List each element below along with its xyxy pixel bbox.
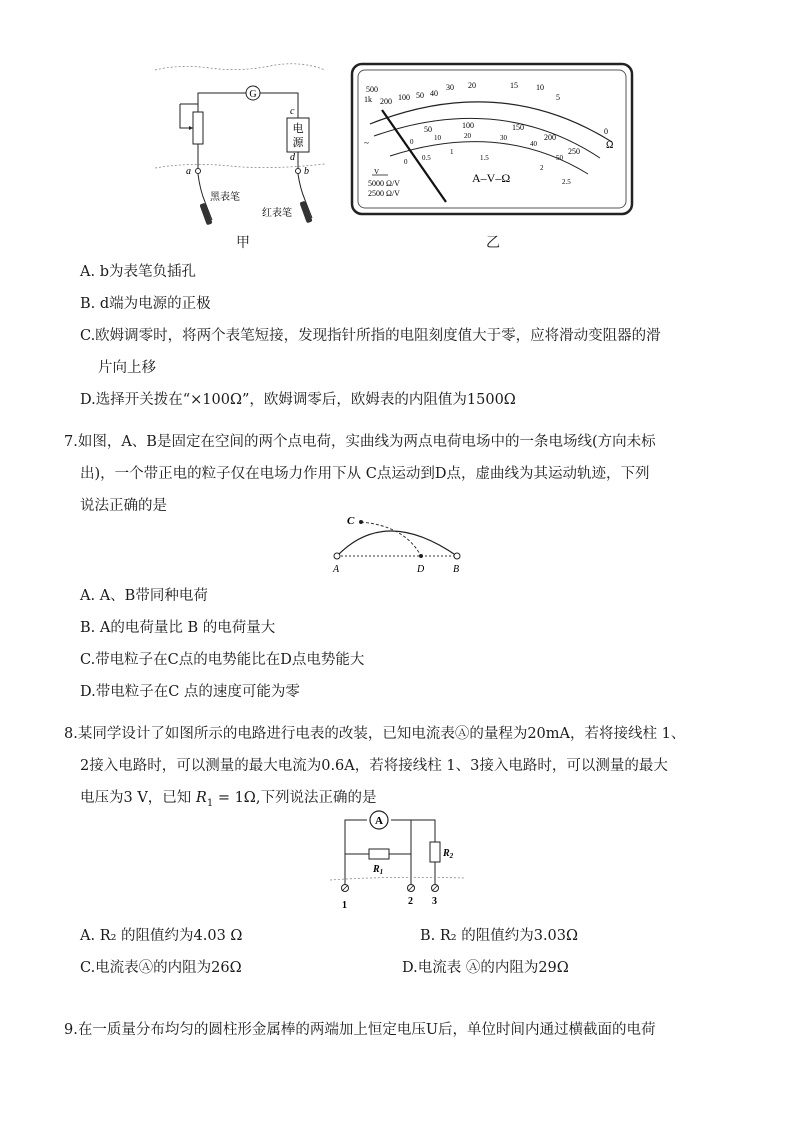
resistor-r2	[430, 842, 440, 862]
q6-option-d: D.选择开关拨在“×100Ω”，欧姆调零后，欧姆表的内阻值为1500Ω	[80, 392, 516, 408]
q8-r1-var: R	[195, 790, 207, 806]
q7-option-d: D.带电粒子在C 点的速度可能为零	[80, 684, 300, 700]
q7-stem-line3: 说法正确的是	[80, 498, 167, 514]
ac-tick: 1.5	[480, 154, 489, 162]
terminal-2: 2	[408, 896, 413, 907]
dc-tick: 150	[512, 123, 524, 132]
ohm-tick: 0	[604, 127, 608, 136]
figure-q8-circuit	[325, 806, 475, 916]
label-c: c	[290, 106, 295, 117]
q8-option-d: D.电流表 Ⓐ的内阻为29Ω	[402, 960, 569, 976]
low-tick: 20	[464, 132, 471, 140]
q8-stem-line2: 2接入电路时，可以测量的最大电流为0.6A，若将接线柱 1、3接入电路时，可以测量的最大	[80, 758, 668, 774]
ohm-tick: 200	[380, 97, 392, 106]
figure-jia-caption: 甲	[236, 235, 250, 251]
figure-yi-caption: 乙	[486, 235, 500, 251]
v-mark: V	[374, 168, 380, 176]
low-tick: 30	[500, 134, 507, 142]
red-probe	[299, 201, 312, 224]
q8-option-c: C.电流表Ⓐ的内阻为26Ω	[80, 960, 242, 976]
black-probe-label: 黑表笔	[210, 192, 240, 203]
q7-option-a: A. A、B带同种电荷	[80, 588, 208, 604]
q7-stem-line2: 出)，一个带正电的粒子仅在电场力作用下从 C点运动到D点，虚曲线为其运动轨迹，下列	[80, 466, 650, 482]
q8-stem-line1: 8.某同学设计了如图所示的电路进行电表的改装，已知电流表Ⓐ的量程为20mA，若将接线柱 1、	[64, 726, 686, 742]
label-a: a	[186, 166, 191, 177]
q6-option-b: B. d端为电源的正极	[80, 296, 211, 312]
point-a: A	[333, 564, 340, 575]
ohm-tick: 5	[556, 93, 560, 102]
figure-q7	[325, 510, 475, 578]
dc-tick: 250	[568, 147, 580, 156]
terminal-1: 1	[342, 900, 347, 911]
galvanometer-label: G	[249, 89, 257, 100]
q8-option-a: A. R₂ 的阻值约为4.03 Ω	[80, 928, 243, 944]
red-probe-label: 红表笔	[262, 208, 292, 219]
ohm-tick: 30	[446, 83, 454, 92]
dc-tick: 100	[462, 121, 474, 130]
point-c: C	[347, 515, 355, 527]
figure-jia	[150, 60, 330, 235]
ac-tick: 0	[404, 158, 408, 166]
ohm-unit: Ω	[606, 140, 614, 151]
battery-char-1: 电	[292, 123, 304, 135]
r1-label: $R_1$	[373, 864, 384, 876]
ohm-tick: 15	[510, 81, 518, 90]
dc-tick: 50	[424, 125, 432, 134]
ammeter-label: A	[375, 815, 383, 827]
q8-option-b: B. R₂ 的阻值约为3.03Ω	[420, 928, 579, 944]
ohm-tick: 20	[468, 81, 476, 90]
trajectory	[361, 522, 421, 556]
rheostat	[193, 112, 203, 144]
point-d: D	[417, 564, 425, 575]
q6-option-c-line2: 片向上移	[98, 360, 156, 376]
sensitivity-2: 2500 Ω/V	[368, 189, 400, 198]
q8-stem-line3-pre: 电压为3 V，已知	[80, 790, 196, 806]
q6-option-a: A. b为表笔负插孔	[80, 264, 196, 280]
tilde-mark: ~	[364, 138, 369, 148]
ohm-tick: 40	[430, 89, 438, 98]
ohm-tick: 500	[366, 85, 378, 94]
q6-option-c-line1: C.欧姆调零时，将两个表笔短接，发现指针所指的电阻刻度值大于零，应将滑动变阻器的滑	[80, 328, 661, 344]
ac-tick: 0.5	[422, 154, 431, 162]
r2-label: $R_2$	[443, 848, 454, 860]
ac-tick: 1	[450, 148, 454, 156]
battery-char-2: 源	[292, 137, 304, 149]
dc-tick: 200	[544, 133, 556, 142]
field-line	[337, 531, 457, 556]
black-probe	[199, 203, 212, 226]
ohm-tick: 100	[398, 93, 410, 102]
low-tick: 0	[410, 138, 414, 146]
low-tick: 10	[434, 134, 441, 142]
ac-tick: 2.5	[562, 178, 571, 186]
ohm-tick: 1k	[364, 95, 372, 104]
ohm-tick: 50	[416, 91, 424, 100]
figure-yi-meter	[350, 62, 634, 218]
low-tick: 40	[530, 140, 537, 148]
q9-stem-line1: 9.在一质量分布均匀的圆柱形金属棒的两端加上恒定电压U后，单位时间内通过横截面的电荷	[64, 1022, 656, 1038]
low-tick: 50	[556, 154, 563, 162]
q7-option-b: B. A的电荷量比 B 的电荷量大	[80, 620, 276, 636]
q8-stem-line3-post: 下列说法正确的是	[260, 790, 377, 806]
q7-option-c: C.带电粒子在C点的电势能比在D点电势能大	[80, 652, 365, 668]
ohm-tick: 10	[536, 83, 544, 92]
q7-stem-line1: 7.如图，A、B是固定在空间的两个点电荷，实曲线为两点电荷电场中的一条电场线(方向未标	[64, 434, 656, 450]
label-b: b	[304, 166, 309, 177]
point-b: B	[453, 564, 460, 575]
resistor-r1	[369, 849, 389, 859]
q8-r1-eq: = 1Ω,	[213, 790, 261, 806]
ac-tick: 2	[540, 164, 544, 172]
center-label: A–V–Ω	[472, 171, 511, 185]
q8-r1-sub: 1	[206, 797, 214, 809]
terminal-3: 3	[432, 896, 437, 907]
label-d: d	[290, 152, 295, 163]
sensitivity-1: 5000 Ω/V	[368, 179, 400, 188]
